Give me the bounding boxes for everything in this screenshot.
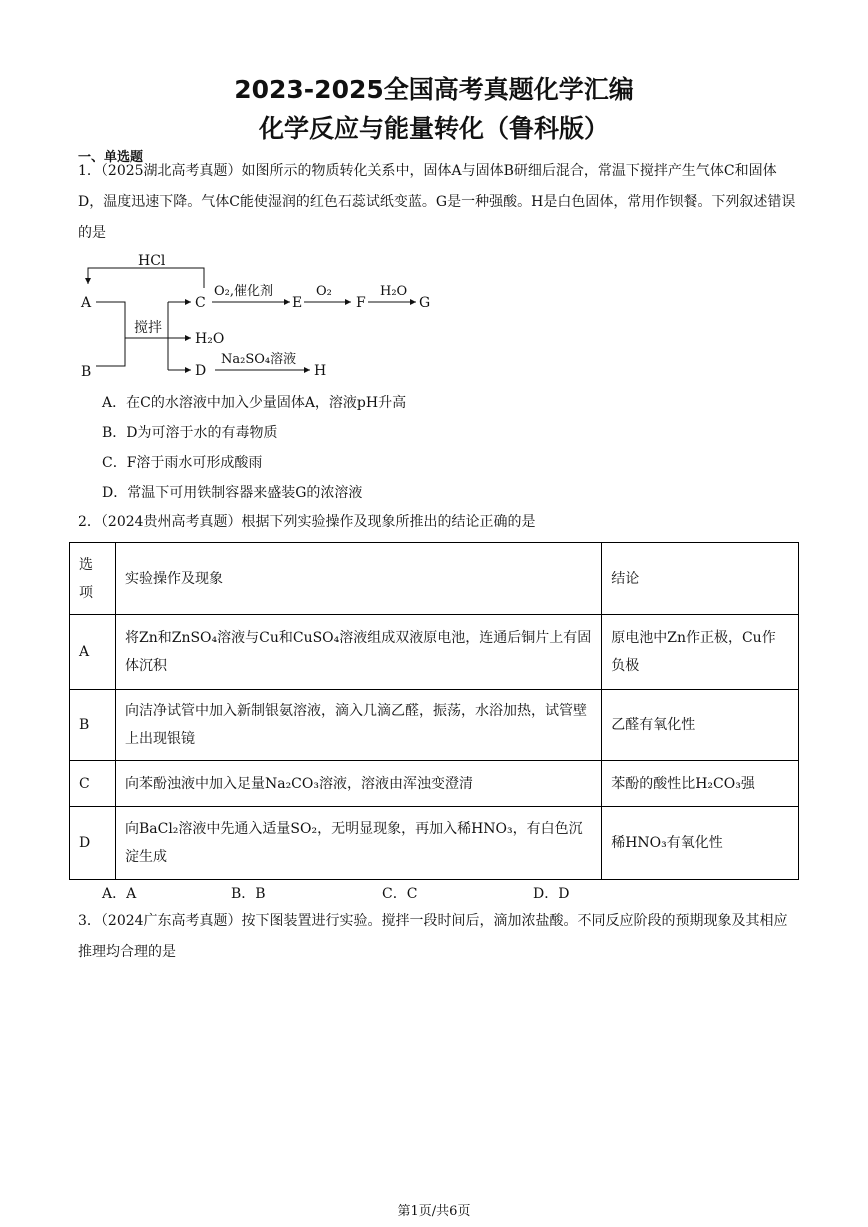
question-1-stem: 1．（2025湖北高考真题）如图所示的物质转化关系中，固体A与固体B研细后混合，常温下搅拌产生气体C和固体D，温度迅速下降。气体C能使湿润的红色石蕊试纸变蓝。G是一种强酸。H是白色固体，常用作钡餐。下列叙述错误的是 [78, 163, 796, 241]
q1-option-c: C．F溶于雨水可形成酸雨 [102, 455, 263, 471]
q2-choice-a: A．A [102, 886, 137, 902]
question-2-stem: 2．（2024贵州高考真题）根据下列实验操作及现象所推出的结论正确的是 [78, 514, 536, 530]
row-operation: 向苯酚浊液中加入足量Na₂CO₃溶液，溶液由浑浊变澄清 [115, 761, 601, 807]
node-f: F [356, 295, 366, 311]
q1-option-a: A．在C的水溶液中加入少量固体A，溶液pH升高 [102, 395, 407, 411]
table-row [70, 615, 799, 690]
row-option: C [70, 761, 116, 807]
header-conclusion: 结论 [602, 543, 799, 615]
node-g: G [419, 295, 431, 311]
q1-reaction-diagram [78, 248, 450, 386]
row-option: A [70, 615, 116, 690]
row-conclusion: 苯酚的酸性比H₂CO₃强 [602, 761, 799, 807]
title-line-1: 2023-2025全国高考真题化学汇编 [234, 75, 634, 104]
row-operation: 向BaCl₂溶液中先通入适量SO₂，无明显现象，再加入稀HNO₃，有白色沉淀生成 [115, 807, 601, 880]
node-b: B [81, 364, 92, 380]
node-c: C [195, 295, 206, 311]
o2-label: O₂ [316, 284, 332, 299]
q2-choice-d: D．D [533, 886, 570, 902]
question-3-stem: 3．（2024广东高考真题）按下图装置进行实验。搅拌一段时间后，滴加浓盐酸。不同反应阶段的预期现象及其相应推理均合理的是 [78, 913, 788, 960]
na2so4-label: Na₂SO₄溶液 [221, 352, 297, 367]
row-option: D [70, 807, 116, 880]
row-conclusion: 原电池中Zn作正极，Cu作负极 [602, 615, 799, 690]
row-conclusion: 稀HNO₃有氧化性 [602, 807, 799, 880]
title-line-2: 化学反应与能量转化（鲁科版） [258, 114, 609, 143]
row-operation: 将Zn和ZnSO₄溶液与Cu和CuSO₄溶液组成双液原电池，连通后铜片上有固体沉积 [115, 615, 601, 690]
page-footer: 第1页/共6页 [397, 1204, 471, 1219]
o2-catalyst-label: O₂,催化剂 [214, 284, 274, 299]
node-h: H [314, 363, 327, 379]
header-operation: 实验操作及现象 [115, 543, 601, 615]
node-d: D [195, 363, 207, 379]
q1-option-b: B．D为可溶于水的有毒物质 [102, 425, 278, 441]
table-header-row [70, 543, 799, 615]
table-row [70, 807, 799, 880]
hcl-label: HCl [138, 253, 166, 269]
row-conclusion: 乙醛有氧化性 [602, 690, 799, 761]
table-row [70, 761, 799, 807]
header-option: 选项 [70, 543, 116, 615]
node-e: E [292, 295, 303, 311]
q1-option-d: D．常温下可用铁制容器来盛装G的浓溶液 [102, 485, 363, 501]
h2o-label: H₂O [380, 284, 408, 299]
q2-table [69, 542, 799, 880]
section-heading: 一、单选题 [78, 150, 144, 165]
node-a: A [81, 295, 92, 311]
stir-label: 搅拌 [134, 320, 162, 336]
q2-choice-b: B．B [231, 886, 266, 902]
h2o-product: H₂O [195, 331, 225, 347]
row-operation: 向洁净试管中加入新制银氨溶液，滴入几滴乙醛，振荡，水浴加热，试管壁上出现银镜 [115, 690, 601, 761]
row-option: B [70, 690, 116, 761]
table-row [70, 690, 799, 761]
q2-choice-c: C．C [382, 886, 418, 902]
